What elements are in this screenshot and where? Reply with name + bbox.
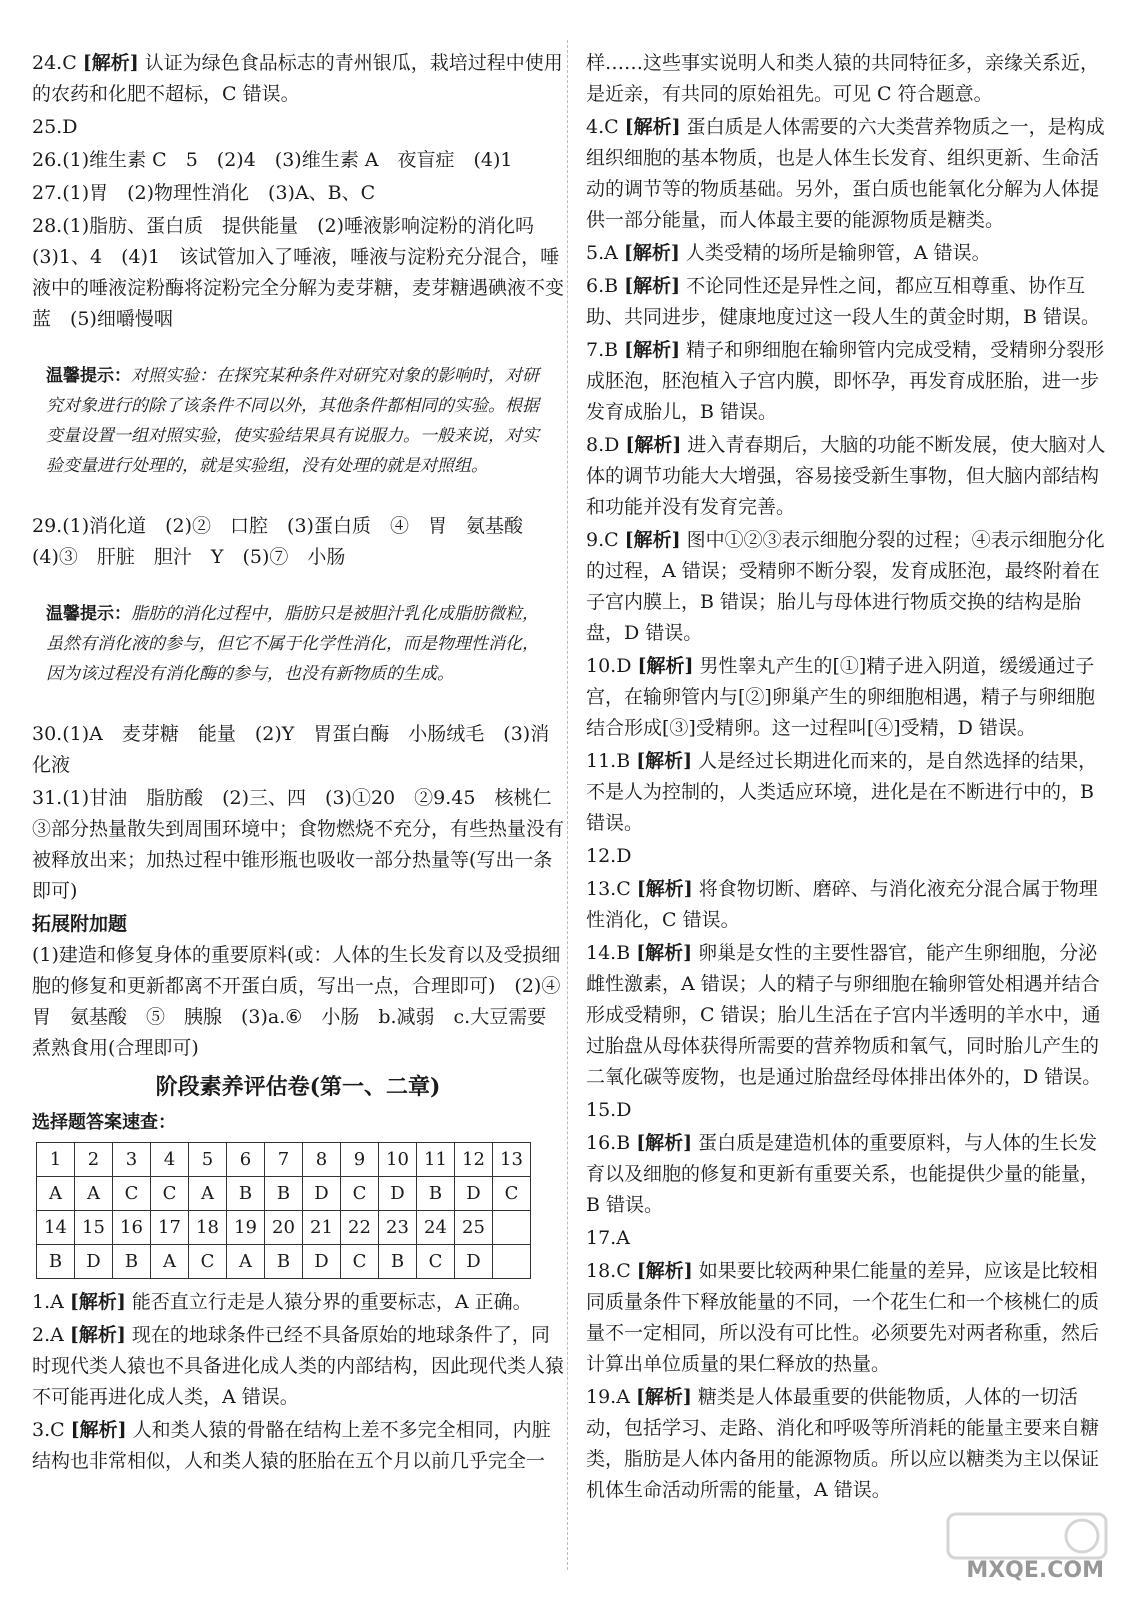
item-text: 能否直立行走是人猿分界的重要标志，A 正确。 bbox=[131, 1291, 532, 1313]
answer-list-right bbox=[586, 112, 1106, 1506]
answer-item bbox=[32, 1287, 564, 1318]
table-row-answers bbox=[37, 1245, 531, 1279]
answer-item bbox=[586, 335, 1106, 428]
item-text: 图中①②③表示细胞分裂的过程；④表示细胞分化的过程，A 错误；受精卵不断分裂，发育成胚泡，最终附着在子宫内膜上，B 错误；胎儿与母体进行物质交换的结构是胎盘，D 错误。 bbox=[586, 529, 1105, 644]
answer-item bbox=[586, 938, 1106, 1093]
item-number: 29. bbox=[32, 515, 63, 537]
table-cell: B bbox=[417, 1177, 455, 1211]
table-cell: 7 bbox=[265, 1143, 303, 1177]
table-row-numbers bbox=[37, 1211, 531, 1245]
analysis-tag: [解析] bbox=[636, 750, 693, 772]
item-number: 6.B bbox=[586, 275, 619, 297]
table-cell: A bbox=[151, 1245, 189, 1279]
table-cell: 11 bbox=[417, 1143, 455, 1177]
tip-text: 脂肪的消化过程中，脂肪只是被胆汁乳化成脂肪微粒，虽然有消化液的参与，但它不属于化学性消化，而是物理性消化，因为该过程没有消化酶的参与，也没有新物质的生成。 bbox=[46, 604, 539, 684]
item-number: 2.A bbox=[32, 1324, 64, 1346]
left-column bbox=[32, 48, 580, 1479]
table-row-numbers bbox=[37, 1143, 531, 1177]
answer-item bbox=[32, 48, 564, 110]
table-cell: 4 bbox=[151, 1143, 189, 1177]
table-cell: B bbox=[113, 1245, 151, 1279]
table-cell: 1 bbox=[37, 1143, 75, 1177]
item-text: 人是经过长期进化而来的，是自然选择的结果，不是人为控制的，人类适应环境，进化是在不断进行中的，B 错误。 bbox=[586, 750, 1098, 834]
item-text: 卵巢是女性的主要性器官，能产生卵细胞，分泌雌性激素，A 错误；人的精子与卵细胞在输卵管处相遇并结合形成受精卵，C 错误；胎儿生活在子宫内半透明的羊水中，通过胎盘从母体获得所需要的营养物质和氧气，同时胎儿产生的二氧化碳等废物，也是通过胎盘经母体排出体外的，D 错误。 bbox=[586, 942, 1102, 1088]
continued-text: 样……这些事实说明人和类人猿的共同特征多，亲缘关系近，是近亲，有共同的原始祖先。可见 C 符合题意。 bbox=[586, 52, 1100, 105]
item-number: 25.D bbox=[32, 116, 78, 138]
table-cell: 8 bbox=[303, 1143, 341, 1177]
analysis-tag: [解析] bbox=[624, 275, 681, 297]
tip-text: 对照实验：在探究某种条件对研究对象的影响时，对研究对象进行的除了该条件不同以外，其他条件都相同的实验。根据变量设置一组对照实验，使实验结果具有说服力。一般来说，对实验变量进行处理的，就是实验组，没有处理的就是对照组。 bbox=[46, 366, 539, 476]
table-cell: 20 bbox=[265, 1211, 303, 1245]
table-cell: 10 bbox=[379, 1143, 417, 1177]
item-text: 人和类人猿的骨骼在结构上差不多完全相同，内脏结构也非常相似，人和类人猿的胚胎在五个月以前几乎完全一 bbox=[32, 1419, 551, 1472]
item-text: 蛋白质是人体需要的六大类营养物质之一，是构成组织细胞的基本物质，也是人体生长发育、组织更新、生命活动的调节等的物质基础。另外，蛋白质也能氧化分解为人体提供一部分能量，而人体最主要的能源物质是糖类。 bbox=[586, 116, 1105, 231]
table-cell: C bbox=[341, 1177, 379, 1211]
item-number: 7.B bbox=[586, 339, 619, 361]
table-cell: 24 bbox=[417, 1211, 455, 1245]
item-number: 30. bbox=[32, 723, 63, 745]
analysis-tag: [解析] bbox=[69, 1324, 126, 1346]
paper-title: 阶段素养评估卷(第一、二章) bbox=[155, 1074, 441, 1100]
table-cell: D bbox=[379, 1177, 417, 1211]
analysis-tag: [解析] bbox=[637, 655, 694, 677]
item-number: 14.B bbox=[586, 942, 631, 964]
answer-item bbox=[32, 719, 564, 781]
answer-item bbox=[32, 783, 571, 907]
analysis-tag: [解析] bbox=[69, 1291, 126, 1313]
table-cell: 16 bbox=[113, 1211, 151, 1245]
answer-item bbox=[586, 1128, 1106, 1221]
item-number: 4.C bbox=[586, 116, 619, 138]
item-text: 精子和卵细胞在输卵管内完成受精，受精卵分裂形成胚泡，胚泡植入子宫内膜，即怀孕，再发育成胚胎，进一步发育成胎儿，B 错误。 bbox=[586, 339, 1105, 423]
table-cell: 3 bbox=[113, 1143, 151, 1177]
answer-item bbox=[586, 874, 1106, 936]
table-cell: 5 bbox=[189, 1143, 227, 1177]
analysis-tag: [解析] bbox=[624, 116, 681, 138]
table-cell: 6 bbox=[227, 1143, 265, 1177]
table-cell: 21 bbox=[303, 1211, 341, 1245]
table-cell: 13 bbox=[493, 1143, 531, 1177]
table-cell bbox=[493, 1245, 531, 1279]
item-text: 如果要比较两种果仁能量的差异，应该是比较相同质量条件下释放能量的不同，一个花生仁和一个核桃仁的质量不一定相同，所以没有可比性。必须要先对两者称重，然后计算出单位质量的果仁释放的热量。 bbox=[586, 1260, 1100, 1375]
tip-label: 温馨提示： bbox=[46, 366, 131, 386]
analysis-tag: [解析] bbox=[636, 942, 693, 964]
item-text: (1)A 麦芽糖 能量 (2)Y 胃蛋白酶 小肠绒毛 (3)消化液 bbox=[32, 723, 550, 776]
table-cell bbox=[493, 1211, 531, 1245]
item-number: 8.D bbox=[586, 434, 620, 456]
answer-item bbox=[586, 1256, 1106, 1380]
answer-table bbox=[36, 1142, 531, 1279]
item-number: 31. bbox=[32, 787, 63, 809]
table-cell: 2 bbox=[75, 1143, 113, 1177]
analysis-tag: [解析] bbox=[625, 434, 682, 456]
table-cell: D bbox=[303, 1177, 341, 1211]
answer-item bbox=[32, 1320, 564, 1413]
table-cell: B bbox=[379, 1245, 417, 1279]
table-cell: C bbox=[493, 1177, 531, 1211]
right-column bbox=[586, 48, 1106, 1508]
table-cell: 18 bbox=[189, 1211, 227, 1245]
table-cell: A bbox=[227, 1245, 265, 1279]
table-cell: D bbox=[455, 1177, 493, 1211]
answer-item bbox=[586, 651, 1106, 744]
tip-box-2 bbox=[32, 587, 564, 703]
item-number: 19.A bbox=[586, 1386, 630, 1408]
answer-item bbox=[586, 271, 1106, 333]
item-text: (1)胃 (2)物理性消化 (3)A、B、C bbox=[62, 182, 376, 204]
answer-item bbox=[32, 112, 564, 143]
answer-item bbox=[586, 746, 1106, 839]
answer-item bbox=[586, 430, 1106, 523]
item-number: 17.A bbox=[586, 1227, 630, 1249]
answer-list-1 bbox=[32, 48, 564, 335]
item-text: (1)消化道 (2)② 口腔 (3)蛋白质 ④ 胃 氨基酸 (4)③ 肝脏 胆汁 Y (5)⑦ 小肠 bbox=[32, 515, 542, 568]
item-number: 28. bbox=[32, 215, 63, 237]
table-cell: 25 bbox=[455, 1211, 493, 1245]
item-number: 13.C bbox=[586, 878, 631, 900]
item-number: 27. bbox=[32, 182, 63, 204]
answer-item bbox=[32, 178, 564, 209]
table-cell: A bbox=[75, 1177, 113, 1211]
item-text: 将食物切断、磨碎、与消化液充分混合属于物理性消化，C 错误。 bbox=[586, 878, 1098, 931]
table-cell: 17 bbox=[151, 1211, 189, 1245]
analysis-tag: [解析] bbox=[624, 339, 681, 361]
table-cell: B bbox=[37, 1245, 75, 1279]
item-number: 11.B bbox=[586, 750, 631, 772]
item-number: 10.D bbox=[586, 655, 632, 677]
analysis-tag: [解析] bbox=[70, 1419, 127, 1441]
table-cell: 15 bbox=[75, 1211, 113, 1245]
table-cell: 19 bbox=[227, 1211, 265, 1245]
item-number: 24.C bbox=[32, 52, 77, 74]
extension-title: 拓展附加题 bbox=[32, 913, 128, 935]
analysis-tag: [解析] bbox=[636, 878, 693, 900]
analysis-tag: [解析] bbox=[635, 1386, 692, 1408]
item-number: 15.D bbox=[586, 1099, 632, 1121]
item-number: 16.B bbox=[586, 1132, 631, 1154]
item-text: 不论同性还是异性之间，都应互相尊重、协作互助、共同进步，健康地度过这一段人生的黄金时期，B 错误。 bbox=[586, 275, 1101, 328]
table-cell: 9 bbox=[341, 1143, 379, 1177]
table-cell: B bbox=[265, 1245, 303, 1279]
table-cell: C bbox=[189, 1245, 227, 1279]
table-cell: B bbox=[265, 1177, 303, 1211]
table-cell: 14 bbox=[37, 1211, 75, 1245]
item-text: (1)甘油 脂肪酸 (2)三、四 (3)①20 ②9.45 核桃仁 ③部分热量散失到周围环境中；食物燃烧不充分，有些热量没有被释放出来；加热过程中锥形瓶也吸收一部分热量等(写出一条即可) bbox=[32, 787, 571, 902]
answer-item bbox=[586, 1095, 1106, 1126]
answer-list-2 bbox=[32, 719, 571, 907]
answer-item bbox=[32, 145, 564, 176]
answer-item bbox=[586, 525, 1106, 649]
item-text: (1)脂肪、蛋白质 提供能量 (2)唾液影响淀粉的消化吗 (3)1、4 (4)1 该试管加入了唾液，唾液与淀粉充分混合，唾液中的唾液淀粉酶将淀粉完全分解为麦芽糖，麦芽糖遇碘液不变蓝 (5)细嚼慢咽 bbox=[32, 215, 565, 330]
item-number: 18.C bbox=[586, 1260, 631, 1282]
item-text: 进入青春期后，大脑的功能不断发展，使大脑对人体的调节功能大大增强，容易接受新生事物，但大脑内部结构和功能并没有发育完善。 bbox=[586, 434, 1106, 518]
analysis-tag: [解析] bbox=[623, 242, 680, 264]
analysis-tag: [解析] bbox=[82, 52, 139, 74]
table-cell: 23 bbox=[379, 1211, 417, 1245]
answer-item bbox=[586, 238, 1106, 269]
tip-label: 温馨提示： bbox=[46, 604, 131, 624]
table-cell: C bbox=[341, 1245, 379, 1279]
table-cell: A bbox=[189, 1177, 227, 1211]
analysis-tag: [解析] bbox=[636, 1260, 693, 1282]
table-cell: C bbox=[417, 1245, 455, 1279]
item-number: 1.A bbox=[32, 1291, 64, 1313]
table-row-answers bbox=[37, 1177, 531, 1211]
item-text: 现在的地球条件已经不具备原始的地球条件了，同时现代类人猿也不具备进化成人类的内部结构，因此现代类人猿不可能再进化成人类，A 错误。 bbox=[32, 1324, 565, 1408]
quick-answer-title: 选择题答案速查： bbox=[32, 1112, 176, 1133]
table-cell: 22 bbox=[341, 1211, 379, 1245]
extension-text: (1)建造和修复身体的重要原料(或：人体的生长发育以及受损细胞的修复和更新都离不开蛋白质，写出一点，合理即可) (2)④ 胃 氨基酸 ⑤ 胰腺 (3)a.⑥ 小肠 b.减弱 c.大豆需要煮熟食用(合理即可) bbox=[32, 944, 580, 1059]
answer-item bbox=[586, 1223, 1106, 1254]
item-number: 12.D bbox=[586, 845, 632, 867]
table-cell: C bbox=[113, 1177, 151, 1211]
table-cell: A bbox=[37, 1177, 75, 1211]
item-text: 认证为绿色食品标志的青州银瓜，栽培过程中使用的农药和化肥不超标，C 错误。 bbox=[32, 52, 563, 105]
answer-item bbox=[586, 1382, 1106, 1506]
watermark-text: MXQE.COM bbox=[966, 1558, 1104, 1583]
table-cell: D bbox=[303, 1245, 341, 1279]
item-number: 9.C bbox=[586, 529, 619, 551]
item-number: 3.C bbox=[32, 1419, 65, 1441]
item-text: 男性睾丸产生的[①]精子进入阴道，缓缓通过子宫，在输卵管内与[②]卵巢产生的卵细胞相遇，精子与卵细胞结合形成[③]受精卵。这一过程叫[④]受精，D 错误。 bbox=[586, 655, 1095, 739]
table-cell: B bbox=[227, 1177, 265, 1211]
item-number: 5.A bbox=[586, 242, 618, 264]
item-text: 蛋白质是建造机体的重要原料，与人体的生长发育以及细胞的修复和更新有重要关系，也能提供少量的能量，B 错误。 bbox=[586, 1132, 1100, 1216]
tip-box-1 bbox=[32, 349, 564, 495]
item-text: 人类受精的场所是输卵管，A 错误。 bbox=[685, 242, 991, 264]
item-text: 糖类是人体最重要的供能物质，人体的一切活动，包括学习、走路、消化和呼吸等所消耗的能量主要来自糖类，脂肪是人体内备用的能源物质。所以应以糖类为主以保证机体生命活动所需的能量，A 错误。 bbox=[586, 1386, 1100, 1501]
answer-item bbox=[32, 1415, 564, 1477]
answer-item-29 bbox=[32, 511, 564, 573]
item-text: (1)维生素 C 5 (2)4 (3)维生素 A 夜盲症 (4)1 bbox=[62, 149, 513, 171]
answer-item bbox=[586, 112, 1106, 236]
analysis-tag: [解析] bbox=[624, 529, 681, 551]
answer-list-3 bbox=[32, 1287, 564, 1477]
item-number: 26. bbox=[32, 149, 63, 171]
table-cell: 12 bbox=[455, 1143, 493, 1177]
answer-item bbox=[32, 211, 564, 335]
analysis-tag: [解析] bbox=[636, 1132, 693, 1154]
answer-item bbox=[586, 841, 1106, 872]
table-cell: C bbox=[151, 1177, 189, 1211]
table-cell: D bbox=[455, 1245, 493, 1279]
table-cell: D bbox=[75, 1245, 113, 1279]
